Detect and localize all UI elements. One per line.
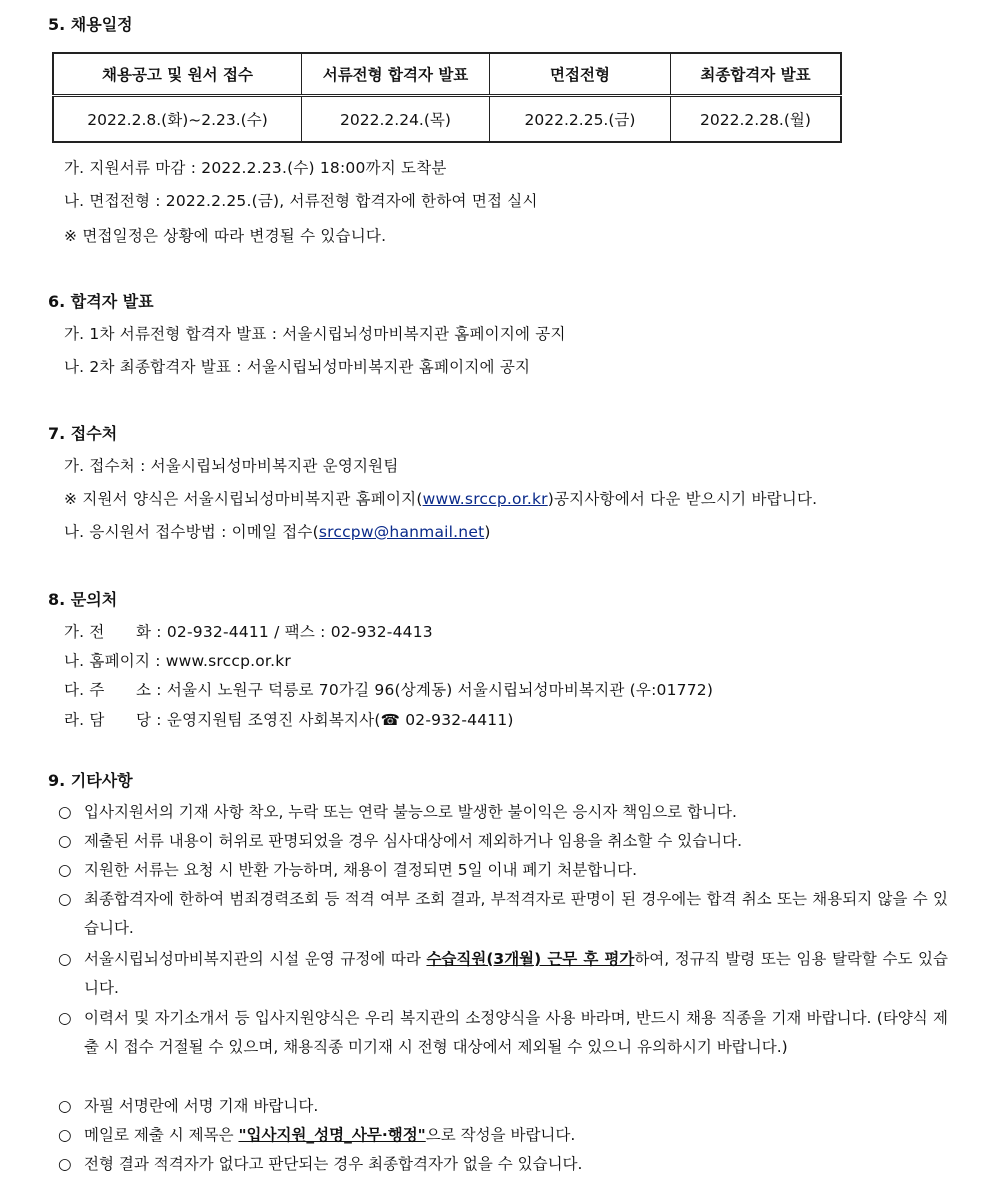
list-item-text-part: 서울시립뇌성마비복지관의 시설 운영 규정에 따라 bbox=[84, 950, 427, 968]
bullet-icon: ○ bbox=[58, 1009, 72, 1027]
s6-line-2: 나. 2차 최종합격자 발표 : 서울시립뇌성마비복지관 홈페이지에 공지 bbox=[64, 358, 531, 376]
list-item bbox=[58, 827, 948, 856]
list-item bbox=[58, 945, 948, 1003]
section-6-heading: 6. 합격자 발표 bbox=[48, 292, 154, 311]
list-item bbox=[58, 1004, 948, 1062]
list-item-text: 제출된 서류 내용이 허위로 판명되었을 경우 심사대상에서 제외하거나 임용을 취소할 수 있습니다. bbox=[84, 832, 743, 850]
table-cell: 2022.2.8.(화)~2.23.(수) bbox=[53, 96, 302, 143]
table-header-cell: 채용공고 및 원서 접수 bbox=[53, 53, 302, 96]
s5-line-2: 나. 면접전형 : 2022.2.25.(금), 서류전형 합격자에 한하여 면접 실시 bbox=[64, 192, 538, 210]
list-item-text: 자필 서명란에 서명 기재 바랍니다. bbox=[84, 1097, 319, 1115]
table-header-cell: 서류전형 합격자 발표 bbox=[302, 53, 490, 96]
list-item bbox=[58, 1150, 948, 1179]
s7-line-1: 가. 접수처 : 서울시립뇌성마비복지관 운영지원팀 bbox=[64, 457, 399, 475]
homepage-link[interactable]: www.srccp.or.kr bbox=[422, 490, 548, 508]
s7-line-2-text-end: ) bbox=[484, 523, 491, 541]
list-item-text-part: 으로 작성을 바랍니다. bbox=[425, 1126, 576, 1144]
list-item-text: 지원한 서류는 요청 시 반환 가능하며, 채용이 결정되면 5일 이내 폐기 처분합니다. bbox=[84, 861, 638, 879]
list-item-text bbox=[84, 945, 948, 1003]
emphasis-mail-subject: "입사지원_성명_사무·행정" bbox=[238, 1126, 426, 1144]
list-item-text: 최종합격자에 한하여 범죄경력조회 등 적격 여부 조회 결과, 부적격자로 판명이 된 경우에는 합격 취소 또는 채용되지 않을 수 있습니다. bbox=[84, 890, 948, 937]
table-header-cell: 최종합격자 발표 bbox=[671, 53, 842, 96]
list-item-text bbox=[84, 1121, 948, 1150]
s6-line-1: 가. 1차 서류전형 합격자 발표 : 서울시립뇌성마비복지관 홈페이지에 공지 bbox=[64, 325, 566, 343]
section-5-heading: 5. 채용일정 bbox=[48, 15, 133, 34]
s8-homepage-line: 나. 홈페이지 : www.srccp.or.kr bbox=[64, 652, 291, 670]
list-item-text: 전형 결과 적격자가 없다고 판단되는 경우 최종합격자가 없을 수 있습니다. bbox=[84, 1155, 583, 1173]
email-link[interactable]: srccpw@hanmail.net bbox=[318, 523, 485, 541]
table-cell: 2022.2.28.(월) bbox=[671, 96, 842, 143]
list-item bbox=[58, 798, 948, 827]
section-9-heading: 9. 기타사항 bbox=[48, 771, 133, 790]
list-item bbox=[58, 1121, 948, 1150]
bullet-icon: ○ bbox=[58, 803, 72, 821]
bullet-icon: ○ bbox=[58, 950, 72, 968]
bullet-icon: ○ bbox=[58, 1155, 72, 1173]
s7-line-2-text: 나. 응시원서 접수방법 : 이메일 접수( bbox=[64, 523, 319, 541]
emphasis-probation: 수습직원(3개월) 근무 후 평가 bbox=[426, 950, 635, 968]
bullet-icon: ○ bbox=[58, 861, 72, 879]
section-8-heading: 8. 문의처 bbox=[48, 590, 118, 609]
list-item bbox=[58, 885, 948, 943]
list-item bbox=[58, 856, 948, 885]
list-item-text-part: 메일로 제출 시 제목은 bbox=[84, 1126, 239, 1144]
schedule-table bbox=[52, 52, 842, 143]
list-item-text: 입사지원서의 기재 사항 착오, 누락 또는 연락 불능으로 발생한 불이익은 응시자 책임으로 합니다. bbox=[84, 803, 737, 821]
table-header-row bbox=[53, 53, 841, 96]
s7-note-text-end: )공지사항에서 다운 받으시기 바랍니다. bbox=[547, 490, 818, 508]
bullet-icon: ○ bbox=[58, 832, 72, 850]
list-item-text-part: 하여, 정규직 발령 또는 임용 탈락할 수도 있습니다. bbox=[84, 950, 948, 997]
table-cell: 2022.2.24.(목) bbox=[302, 96, 490, 143]
s8-address-line: 다. 주 소 : 서울시 노원구 덕릉로 70가길 96(상계동) 서울시립뇌성마비복지관 (우:01772) bbox=[64, 681, 714, 699]
s7-line-2 bbox=[64, 520, 491, 542]
s7-note bbox=[64, 487, 817, 509]
s8-contact-line: 라. 담 당 : 운영지원팀 조영진 사회복지사(☎ 02-932-4411) bbox=[64, 711, 514, 729]
table-cell: 2022.2.25.(금) bbox=[490, 96, 671, 143]
bullet-icon: ○ bbox=[58, 1097, 72, 1115]
s5-note: ※ 면접일정은 상황에 따라 변경될 수 있습니다. bbox=[64, 227, 387, 245]
s5-line-1: 가. 지원서류 마감 : 2022.2.23.(수) 18:00까지 도착분 bbox=[64, 159, 447, 177]
s8-phone-line: 가. 전 화 : 02-932-4411 / 팩스 : 02-932-4413 bbox=[64, 623, 433, 641]
list-item-text: 이력서 및 자기소개서 등 입사지원양식은 우리 복지관의 소정양식을 사용 바라며, 반드시 채용 직종을 기재 바랍니다. (타양식 제출 시 접수 거절될 수 있으며, 채용직종 미기재 시 전형 대상에서 제외될 수 있으니 유의하시기 바랍니다.) bbox=[84, 1009, 948, 1056]
section-7-heading: 7. 접수처 bbox=[48, 424, 118, 443]
table-header-cell: 면접전형 bbox=[490, 53, 671, 96]
s7-note-text: ※ 지원서 양식은 서울시립뇌성마비복지관 홈페이지( bbox=[64, 490, 423, 508]
table-row bbox=[53, 96, 841, 143]
bullet-icon: ○ bbox=[58, 890, 72, 908]
bullet-icon: ○ bbox=[58, 1126, 72, 1144]
list-item bbox=[58, 1092, 948, 1121]
